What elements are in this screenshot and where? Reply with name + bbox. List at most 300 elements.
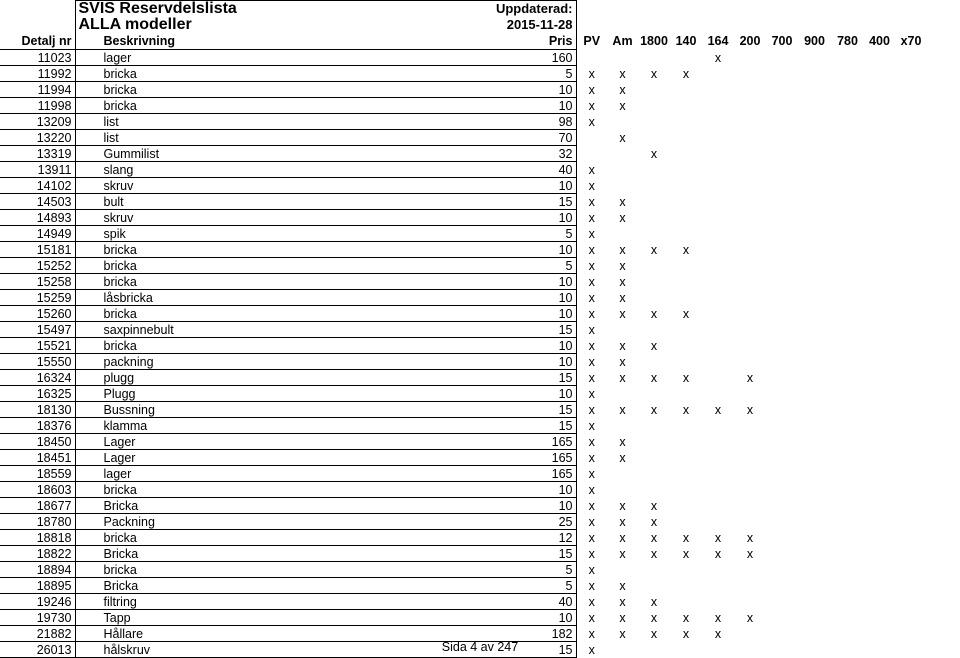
cell-model-mark	[798, 434, 831, 450]
cell-model-mark	[670, 98, 702, 114]
cell-pris: 15	[441, 642, 576, 658]
cell-model-mark: x	[588, 482, 595, 497]
cell-model-mark	[766, 130, 798, 146]
cell-model-mark: x	[619, 450, 626, 465]
cell-model-mark	[766, 546, 798, 562]
cell-model-mark	[734, 642, 766, 658]
cell-pris: 10	[441, 498, 576, 514]
cell-model-mark	[831, 370, 864, 386]
cell-detalj-nr: 14949	[0, 226, 75, 242]
cell-model-mark: x	[714, 626, 722, 641]
cell-model-mark	[766, 450, 798, 466]
cell-model-mark	[831, 626, 864, 642]
cell-model-mark	[670, 578, 702, 594]
cell-model-mark	[895, 514, 927, 530]
table-row	[0, 418, 927, 434]
cell-model-mark	[798, 450, 831, 466]
table-row	[0, 578, 927, 594]
cell-beskrivning: Bussning	[75, 402, 441, 418]
cell-model-mark	[864, 290, 895, 306]
cell-model-mark	[864, 466, 895, 482]
cell-beskrivning: Tapp	[75, 610, 441, 626]
cell-model-mark	[831, 226, 864, 242]
cell-model-mark	[895, 546, 927, 562]
cell-model-mark	[864, 594, 895, 610]
cell-model-mark: x	[619, 98, 626, 113]
cell-pris: 10	[441, 82, 576, 98]
cell-model-mark	[670, 418, 702, 434]
cell-detalj-nr: 11023	[0, 50, 75, 66]
cell-detalj-nr: 15259	[0, 290, 75, 306]
cell-model-mark	[864, 82, 895, 98]
cell-model-mark	[702, 370, 734, 386]
cell-beskrivning: slang	[75, 162, 441, 178]
cell-detalj-nr: 18130	[0, 402, 75, 418]
cell-pris: 165	[441, 466, 576, 482]
cell-model-mark	[831, 210, 864, 226]
cell-model-mark	[895, 418, 927, 434]
cell-model-mark: x	[650, 530, 658, 545]
cell-model-mark	[638, 322, 670, 338]
cell-model-mark	[734, 562, 766, 578]
cell-model-mark	[734, 258, 766, 274]
cell-pris: 165	[441, 434, 576, 450]
cell-model-mark	[734, 162, 766, 178]
cell-model-mark	[798, 226, 831, 242]
cell-detalj-nr: 19730	[0, 610, 75, 626]
col-header-model: 164	[707, 34, 729, 49]
cell-model-mark	[734, 146, 766, 162]
cell-model-mark	[670, 514, 702, 530]
table-row	[0, 226, 927, 242]
cell-model-mark: x	[650, 594, 658, 609]
cell-beskrivning: Gummilist	[75, 146, 441, 162]
cell-model-mark	[864, 418, 895, 434]
cell-model-mark	[864, 194, 895, 210]
table-row	[0, 130, 927, 146]
cell-model-mark	[670, 226, 702, 242]
cell-model-mark	[798, 418, 831, 434]
cell-model-mark	[607, 322, 638, 338]
cell-model-mark	[864, 50, 895, 66]
cell-model-mark	[864, 178, 895, 194]
cell-model-mark	[831, 546, 864, 562]
cell-model-mark	[734, 194, 766, 210]
cell-pris: 10	[441, 242, 576, 258]
cell-model-mark	[864, 274, 895, 290]
cell-model-mark	[766, 562, 798, 578]
cell-model-mark	[798, 578, 831, 594]
title-secondary: ALLA modeller	[75, 17, 441, 33]
cell-model-mark	[895, 354, 927, 370]
updated-date: 2015-11-28	[441, 17, 576, 33]
cell-model-mark	[895, 242, 927, 258]
cell-detalj-nr: 18603	[0, 482, 75, 498]
cell-model-mark	[638, 466, 670, 482]
cell-model-mark	[864, 562, 895, 578]
col-header-model: 1800	[640, 34, 668, 49]
cell-pris: 10	[441, 178, 576, 194]
cell-model-mark	[670, 594, 702, 610]
cell-model-mark	[895, 530, 927, 546]
cell-model-mark	[895, 178, 927, 194]
cell-detalj-nr: 18894	[0, 562, 75, 578]
cell-pris: 160	[441, 50, 576, 66]
col-header-model: 900	[804, 34, 825, 49]
cell-model-mark	[831, 274, 864, 290]
cell-model-mark	[670, 258, 702, 274]
cell-model-mark	[864, 626, 895, 642]
cell-model-mark	[670, 434, 702, 450]
cell-model-mark	[798, 130, 831, 146]
cell-detalj-nr: 18818	[0, 530, 75, 546]
cell-model-mark	[831, 482, 864, 498]
cell-model-mark	[766, 66, 798, 82]
cell-detalj-nr: 15252	[0, 258, 75, 274]
cell-model-mark	[798, 354, 831, 370]
cell-model-mark	[831, 306, 864, 322]
cell-model-mark: x	[588, 162, 595, 177]
cell-model-mark	[607, 562, 638, 578]
cell-model-mark	[895, 626, 927, 642]
cell-model-mark	[766, 290, 798, 306]
cell-model-mark	[702, 562, 734, 578]
cell-model-mark	[864, 546, 895, 562]
cell-model-mark: x	[619, 610, 626, 625]
cell-model-mark	[766, 162, 798, 178]
cell-model-mark: x	[619, 66, 626, 81]
cell-model-mark	[702, 194, 734, 210]
cell-model-mark: x	[682, 66, 690, 81]
cell-model-mark	[766, 370, 798, 386]
cell-model-mark: x	[619, 514, 626, 529]
cell-model-mark	[702, 66, 734, 82]
cell-model-mark	[766, 258, 798, 274]
cell-model-mark	[607, 162, 638, 178]
cell-model-mark	[864, 306, 895, 322]
cell-detalj-nr: 14102	[0, 178, 75, 194]
cell-model-mark	[670, 482, 702, 498]
cell-model-mark	[831, 594, 864, 610]
cell-detalj-nr: 15521	[0, 338, 75, 354]
cell-model-mark	[607, 178, 638, 194]
cell-model-mark	[864, 642, 895, 658]
cell-pris: 5	[441, 226, 576, 242]
cell-model-mark	[670, 466, 702, 482]
page-number: Sida 4 av 247	[441, 640, 519, 654]
cell-model-mark	[766, 578, 798, 594]
cell-model-mark	[638, 450, 670, 466]
cell-model-mark	[766, 610, 798, 626]
cell-beskrivning: Lager	[75, 434, 441, 450]
cell-beskrivning: Plugg	[75, 386, 441, 402]
cell-model-mark	[576, 50, 607, 66]
cell-model-mark	[895, 642, 927, 658]
cell-model-mark	[638, 130, 670, 146]
cell-model-mark	[766, 242, 798, 258]
col-header-beskrivning: Beskrivning	[75, 33, 441, 50]
cell-model-mark	[638, 642, 670, 658]
cell-model-mark	[798, 290, 831, 306]
cell-model-mark	[895, 498, 927, 514]
cell-model-mark	[607, 642, 638, 658]
cell-model-mark	[864, 338, 895, 354]
cell-model-mark	[798, 370, 831, 386]
cell-model-mark: x	[650, 370, 658, 385]
cell-model-mark	[670, 146, 702, 162]
cell-model-mark	[638, 226, 670, 242]
cell-model-mark	[831, 514, 864, 530]
cell-model-mark	[766, 194, 798, 210]
cell-model-mark	[798, 50, 831, 66]
cell-beskrivning: list	[75, 130, 441, 146]
cell-model-mark	[766, 322, 798, 338]
cell-model-mark	[670, 354, 702, 370]
cell-model-mark	[734, 338, 766, 354]
cell-pris: 10	[441, 98, 576, 114]
cell-model-mark	[670, 114, 702, 130]
cell-model-mark	[895, 338, 927, 354]
cell-model-mark	[831, 386, 864, 402]
cell-model-mark	[670, 450, 702, 466]
cell-model-mark	[766, 210, 798, 226]
cell-model-mark: x	[588, 530, 595, 545]
cell-model-mark	[895, 50, 927, 66]
cell-model-mark: x	[619, 290, 626, 305]
cell-pris: 98	[441, 114, 576, 130]
cell-model-mark	[895, 98, 927, 114]
header-row-2	[0, 17, 927, 33]
cell-model-mark	[638, 210, 670, 226]
cell-model-mark: x	[714, 546, 722, 561]
cell-model-mark	[670, 562, 702, 578]
cell-model-mark	[670, 386, 702, 402]
cell-model-mark: x	[746, 370, 754, 385]
cell-model-mark: x	[588, 514, 595, 529]
cell-model-mark	[702, 482, 734, 498]
cell-model-mark: x	[619, 194, 626, 209]
cell-model-mark	[798, 306, 831, 322]
cell-model-mark	[766, 466, 798, 482]
table-row	[0, 242, 927, 258]
cell-detalj-nr: 16324	[0, 370, 75, 386]
cell-detalj-nr: 13209	[0, 114, 75, 130]
cell-pris: 32	[441, 146, 576, 162]
cell-model-mark	[670, 178, 702, 194]
cell-model-mark	[766, 226, 798, 242]
cell-model-mark	[670, 50, 702, 66]
header-row-1	[0, 1, 927, 18]
cell-detalj-nr: 21882	[0, 626, 75, 642]
cell-model-mark	[798, 114, 831, 130]
table-row	[0, 290, 927, 306]
cell-model-mark	[766, 338, 798, 354]
cell-model-mark	[607, 50, 638, 66]
cell-model-mark: x	[588, 210, 595, 225]
cell-model-mark	[638, 434, 670, 450]
cell-model-mark	[734, 50, 766, 66]
cell-detalj-nr: 14503	[0, 194, 75, 210]
cell-model-mark	[702, 386, 734, 402]
cell-beskrivning: Lager	[75, 450, 441, 466]
cell-model-mark	[734, 210, 766, 226]
cell-model-mark: x	[650, 146, 658, 161]
cell-model-mark: x	[619, 306, 626, 321]
cell-model-mark: x	[682, 546, 690, 561]
cell-model-mark	[766, 114, 798, 130]
cell-model-mark	[895, 322, 927, 338]
cell-beskrivning: packning	[75, 354, 441, 370]
cell-beskrivning: hålskruv	[75, 642, 441, 658]
table-row	[0, 482, 927, 498]
cell-model-mark	[895, 386, 927, 402]
cell-detalj-nr: 18559	[0, 466, 75, 482]
cell-model-mark: x	[619, 354, 626, 369]
table-row	[0, 274, 927, 290]
cell-pris: 10	[441, 386, 576, 402]
cell-pris: 15	[441, 418, 576, 434]
cell-model-mark: x	[588, 450, 595, 465]
cell-model-mark	[734, 482, 766, 498]
cell-model-mark	[766, 178, 798, 194]
cell-model-mark	[734, 66, 766, 82]
cell-model-mark	[670, 642, 702, 658]
cell-model-mark	[895, 194, 927, 210]
cell-pris: 40	[441, 594, 576, 610]
cell-model-mark	[766, 498, 798, 514]
cell-model-mark: x	[746, 530, 754, 545]
cell-model-mark	[576, 146, 607, 162]
cell-model-mark	[864, 242, 895, 258]
cell-model-mark	[895, 450, 927, 466]
cell-pris: 10	[441, 274, 576, 290]
cell-model-mark	[831, 82, 864, 98]
cell-model-mark	[766, 50, 798, 66]
cell-model-mark	[766, 82, 798, 98]
cell-model-mark	[734, 354, 766, 370]
cell-model-mark	[766, 642, 798, 658]
cell-beskrivning: bricka	[75, 66, 441, 82]
cell-model-mark	[864, 66, 895, 82]
table-row	[0, 194, 927, 210]
cell-model-mark: x	[588, 338, 595, 353]
col-header-model: 140	[675, 34, 697, 49]
table-row	[0, 546, 927, 562]
cell-model-mark	[895, 82, 927, 98]
cell-pris: 10	[441, 482, 576, 498]
cell-model-mark	[831, 562, 864, 578]
cell-model-mark	[734, 434, 766, 450]
cell-model-mark	[798, 514, 831, 530]
cell-beskrivning: bricka	[75, 82, 441, 98]
table-row	[0, 114, 927, 130]
cell-model-mark	[702, 242, 734, 258]
cell-model-mark	[831, 242, 864, 258]
table-row	[0, 98, 927, 114]
cell-model-mark	[607, 146, 638, 162]
cell-model-mark: x	[682, 626, 690, 641]
cell-pris: 10	[441, 210, 576, 226]
cell-model-mark	[734, 626, 766, 642]
cell-model-mark	[864, 226, 895, 242]
cell-model-mark	[831, 162, 864, 178]
table-row	[0, 530, 927, 546]
cell-pris: 182	[441, 626, 576, 642]
cell-model-mark	[670, 194, 702, 210]
cell-model-mark	[702, 594, 734, 610]
cell-model-mark: x	[619, 82, 626, 97]
cell-model-mark	[702, 642, 734, 658]
cell-model-mark	[734, 578, 766, 594]
cell-model-mark	[798, 498, 831, 514]
cell-model-mark	[798, 98, 831, 114]
cell-model-mark: x	[650, 402, 658, 417]
cell-beskrivning: bricka	[75, 562, 441, 578]
cell-detalj-nr: 18450	[0, 434, 75, 450]
cell-beskrivning: saxpinnebult	[75, 322, 441, 338]
cell-model-mark	[734, 594, 766, 610]
cell-model-mark	[670, 290, 702, 306]
cell-model-mark	[798, 82, 831, 98]
cell-model-mark	[895, 578, 927, 594]
cell-model-mark	[766, 594, 798, 610]
cell-model-mark	[864, 482, 895, 498]
cell-model-mark	[864, 514, 895, 530]
cell-model-mark	[864, 130, 895, 146]
cell-detalj-nr: 15181	[0, 242, 75, 258]
col-header-model: x70	[900, 34, 922, 49]
cell-model-mark	[895, 66, 927, 82]
cell-model-mark	[798, 274, 831, 290]
cell-model-mark	[638, 114, 670, 130]
cell-model-mark: x	[714, 610, 722, 625]
cell-model-mark: x	[588, 114, 595, 129]
table-row	[0, 450, 927, 466]
cell-model-mark: x	[588, 354, 595, 369]
cell-pris: 5	[441, 562, 576, 578]
cell-model-mark: x	[588, 290, 595, 305]
cell-model-mark: x	[588, 370, 595, 385]
cell-beskrivning: bricka	[75, 242, 441, 258]
cell-pris: 10	[441, 354, 576, 370]
cell-model-mark	[766, 354, 798, 370]
table-row	[0, 146, 927, 162]
cell-beskrivning: bricka	[75, 530, 441, 546]
cell-model-mark	[798, 530, 831, 546]
cell-model-mark: x	[619, 578, 626, 593]
cell-model-mark: x	[714, 402, 722, 417]
cell-model-mark	[798, 338, 831, 354]
cell-detalj-nr: 18451	[0, 450, 75, 466]
cell-model-mark	[798, 146, 831, 162]
cell-model-mark	[831, 178, 864, 194]
cell-model-mark: x	[650, 66, 658, 81]
cell-beskrivning: Bricka	[75, 578, 441, 594]
table-row	[0, 210, 927, 226]
cell-model-mark: x	[619, 402, 626, 417]
cell-model-mark	[831, 258, 864, 274]
table-row	[0, 306, 927, 322]
cell-model-mark: x	[746, 610, 754, 625]
cell-model-mark	[638, 98, 670, 114]
cell-model-mark: x	[588, 642, 595, 657]
cell-model-mark	[798, 258, 831, 274]
cell-model-mark: x	[682, 530, 690, 545]
cell-model-mark	[766, 98, 798, 114]
col-header-model: Am	[612, 34, 633, 49]
cell-model-mark	[638, 482, 670, 498]
table-row	[0, 466, 927, 482]
